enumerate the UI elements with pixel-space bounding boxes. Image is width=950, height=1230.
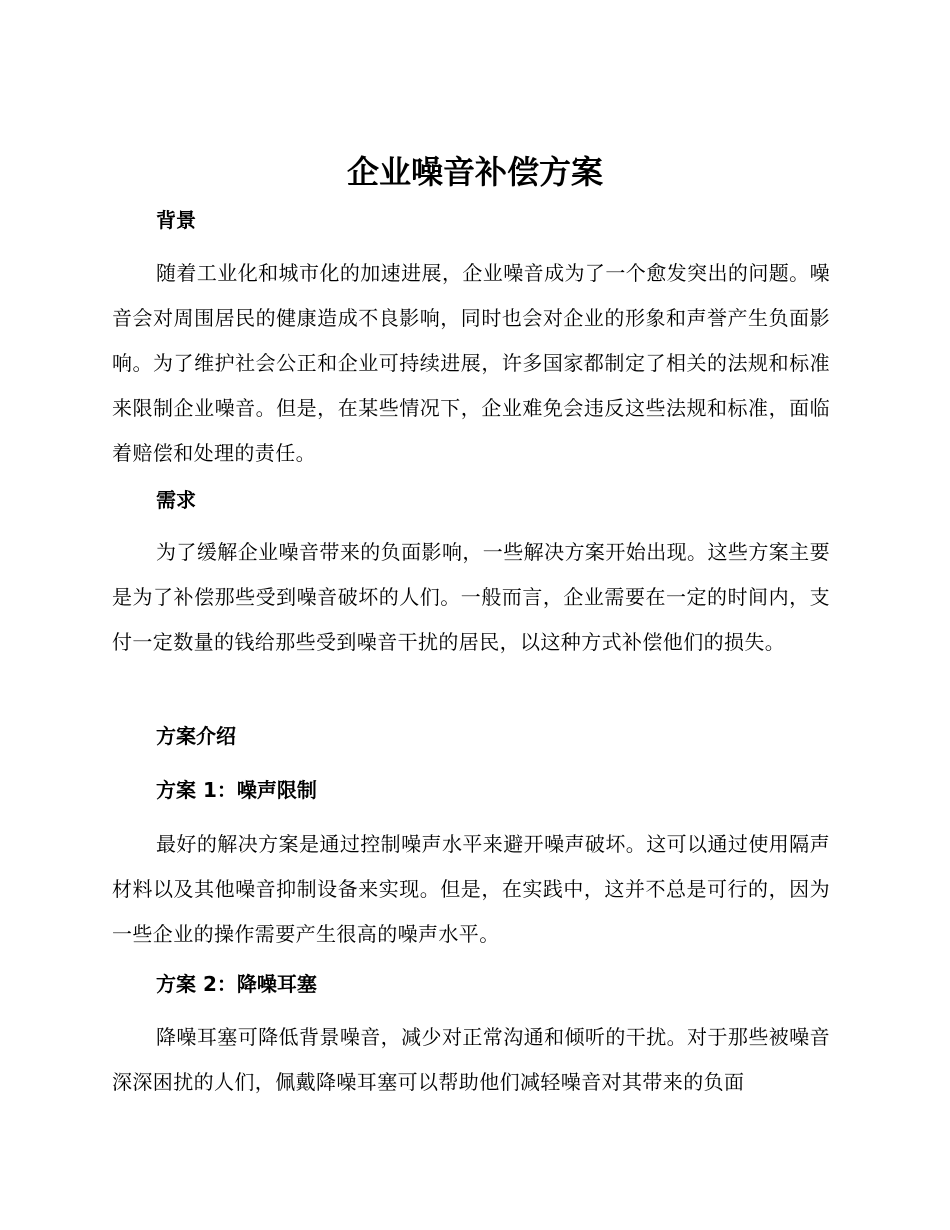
section-heading-background: 背景	[156, 208, 196, 232]
section-paragraph-plan-2: 降噪耳塞可降低背景噪音，减少对正常沟通和倾听的干扰。对于那些被噪音深深困扰的人们，佩戴降噪耳塞可以帮助他们减轻噪音对其带来的负面	[112, 1025, 830, 1094]
section-paragraph-background: 随着工业化和城市化的加速进展，企业噪音成为了一个愈发突出的问题。噪音会对周围居民的健康造成不良影响，同时也会对企业的形象和声誉产生负面影响。为了维护社会公正和企业可持续进展，许多国家都制定了相关的法规和标准来限制企业噪音。但是，在某些情况下，企业难免会违反这些法规和标准，面临着赔偿和处理的责任。	[112, 261, 830, 465]
section-heading-plan-1: 方案 1：噪声限制	[156, 778, 317, 802]
section-heading-plan-2: 方案 2：降噪耳塞	[156, 972, 317, 996]
section-heading-requirements: 需求	[156, 488, 196, 512]
document-title: 企业噪音补偿方案	[346, 153, 603, 191]
section-paragraph-requirements: 为了缓解企业噪音带来的负面影响，一些解决方案开始出现。这些方案主要是为了补偿那些受到噪音破坏的人们。一般而言，企业需要在一定的时间内，支付一定数量的钱给那些受到噪音干扰的居民，以这种方式补偿他们的损失。	[112, 540, 830, 654]
section-heading-plan-introduction: 方案介绍	[156, 724, 236, 748]
section-paragraph-plan-1: 最好的解决方案是通过控制噪声水平来避开噪声破坏。这可以通过使用隔声材料以及其他噪音抑制设备来实现。但是，在实践中，这并不总是可行的，因为一些企业的操作需要产生很高的噪声水平。	[112, 832, 830, 946]
